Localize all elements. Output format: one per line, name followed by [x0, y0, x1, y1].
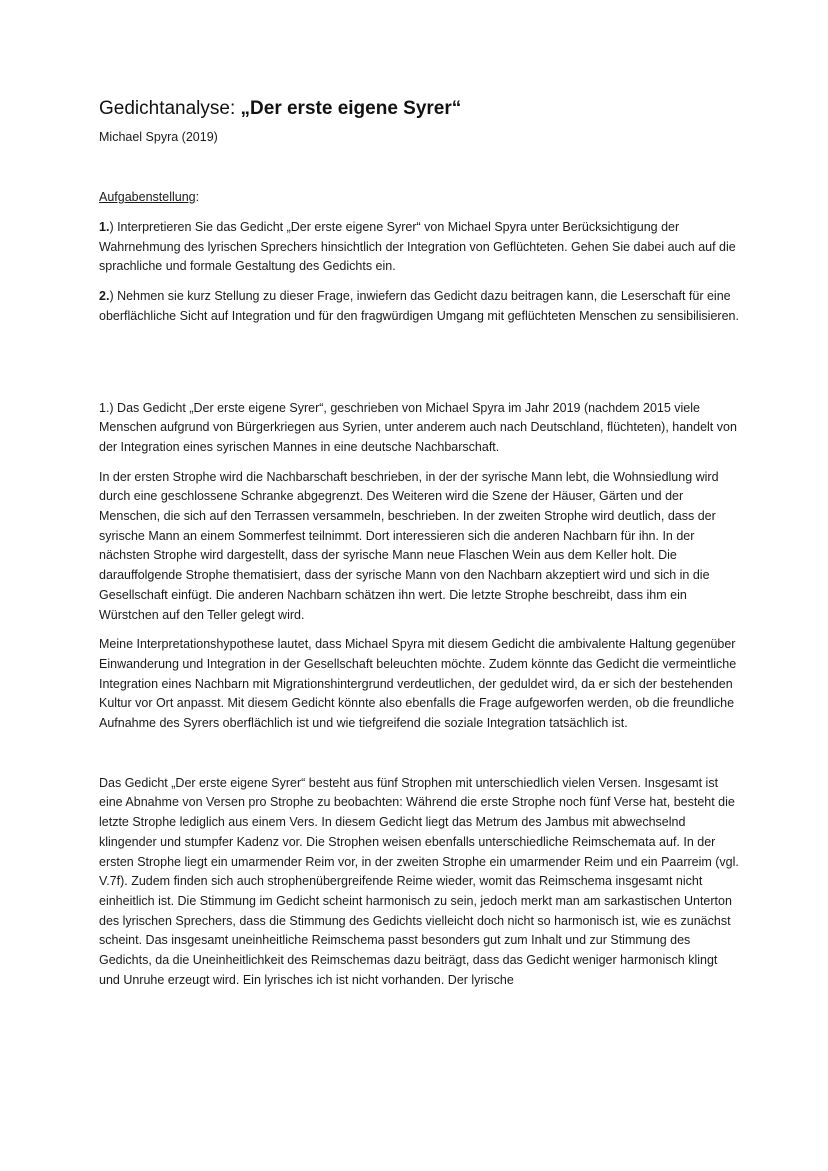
- task-item-2: [99, 287, 739, 326]
- answer-paragraph-form-analysis: Das Gedicht „Der erste eigene Syrer“ besteht aus fünf Strophen mit unterschiedlich vielen Versen. Insgesamt ist eine Abnahme von Versen pro Strophe zu beobachten: Während die erste Strophe noch fünf Verse hat, besteht die letzte Strophe lediglich aus einem Vers. In diesem Gedicht liegt das Metrum des Jambus mit abwechselnd klingender und stumpfer Kadenz vor. Die Strophen weisen ebenfalls unterschiedliche Reimschemata auf. In der ersten Strophe liegt ein umarmender Reim vor, in der zweiten Strophe ein umarmender Reim und ein Paarreim (vgl. V.7f). Zudem finden sich auch strophenübergreifende Reime wieder, womit das Reimschema insgesamt nicht einheitlich ist. Die Stimmung im Gedicht scheint harmonisch zu sein, jedoch merkt man am sarkastischen Unterton des lyrischen Sprechers, dass die Stimmung des Gedichts vielleicht doch nicht so harmonisch ist, wie es zunächst scheint. Das insgesamt uneinheitliche Reimschema passt besonders gut zum Inhalt und zur Stimmung des Gedichts, da die Uneinheitlichkeit des Reimschemas dazu beiträgt, dass das Gedicht weniger harmonisch klingt und Unruhe erzeugt wird. Ein lyrisches ich ist nicht vorhanden. Der lyrische: [99, 775, 739, 987]
- answer-paragraph-intro: 1.) Das Gedicht „Der erste eigene Syrer“, geschrieben von Michael Spyra im Jahr 2019 (nachdem 2015 viele Menschen aufgrund von Bürgerkriegen aus Syrien, unter anderem auch nach Deutschland, flüchteten), handelt von der Integration eines syrischen Mannes in eine deutsche Nachbarschaft.: [99, 400, 737, 454]
- poem-title: „Der erste eigene Syrer“: [240, 98, 462, 119]
- task-item-1: [99, 218, 739, 277]
- document-page: [99, 96, 739, 991]
- task-heading-colon: :: [195, 190, 200, 204]
- task-item-text: ) Nehmen sie kurz Stellung zu dieser Frage, inwiefern das Gedicht dazu beitragen kann, die Leserschaft für eine oberflächliche Sicht auf Integration und für den fragwürdigen Umgang mit geflüchteten Menschen zu sensibilisieren.: [99, 289, 739, 323]
- document-title: [99, 96, 739, 122]
- answer-paragraph-hypothesis: Meine Interpretationshypothese lautet, dass Michael Spyra mit diesem Gedicht die ambivalente Haltung gegenüber Einwanderung und Integration in der Gesellschaft beleuchten möchte. Zudem könnte das Gedicht die vermeintliche Integration eines Nachbarn mit Migrationshintergrund verdeutlichen, der geduldet wird, da er sich der bestehenden Kultur vor Ort anpasst. Mit diesem Gedicht könnte also ebenfalls die Frage aufgeworfen werden, ob die freundliche Aufnahme des Syrers oberflächlich ist und wie tiefgreifend die soziale Integration tatsächlich ist.: [99, 637, 737, 731]
- title-prefix: Gedichtanalyse:: [99, 98, 241, 119]
- answer-section: [99, 399, 739, 991]
- answer-paragraph-summary: In der ersten Strophe wird die Nachbarschaft beschrieben, in der der syrische Mann lebt, die Wohnsiedlung wird durch eine geschlossene Schranke abgegrenzt. Des Weiteren wird die Szene der Häuser, Gärten und der Menschen, die sich auf den Terrassen versammeln, beschrieben. In der zweiten Strophe wird deutlich, dass der syrische Mann an einem Sommerfest teilnimmt. Dort interessieren sich die anderen Nachbarn für ihn. In der nächsten Strophe wird dargestellt, dass der syrische Mann neue Flaschen Wein aus dem Keller holt. Die darauffolgende Strophe thematisiert, dass der syrische Mann von den Nachbarn akzeptiert wird und sich in die Gesellschaft einfügt. Die anderen Nachbarn schätzen ihn wert. Die letzte Strophe beschreibt, dass ihm ein Würstchen auf den Teller gelegt wird.: [99, 469, 719, 622]
- task-item-text: ) Interpretieren Sie das Gedicht „Der erste eigene Syrer“ von Michael Spyra unter Berücksichtigung der Wahrnehmung des lyrischen Sprechers hinsichtlich der Integration von Geflüchteten. Gehen Sie dabei auch auf die sprachliche und formale Gestaltung des Gedichts ein.: [99, 220, 736, 274]
- author-line: Michael Spyra (2019): [99, 130, 218, 144]
- task-item-number: 1.: [99, 220, 110, 234]
- task-heading: Aufgabenstellung: [99, 190, 196, 204]
- task-item-number: 2.: [99, 289, 110, 304]
- task-section: [99, 146, 739, 327]
